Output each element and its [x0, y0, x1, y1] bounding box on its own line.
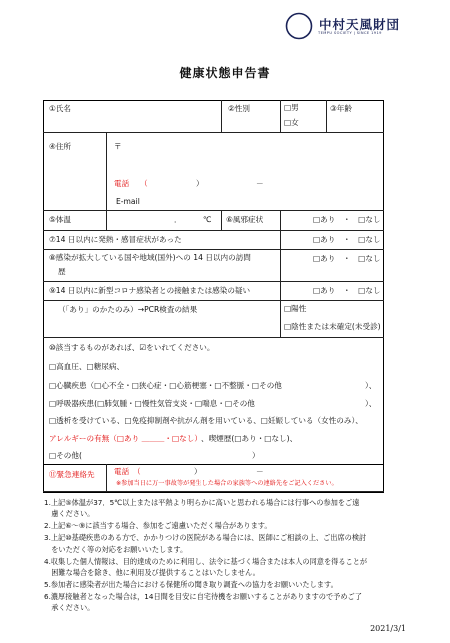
- question-10: ⑩該当するものがあれば、☑をいれてください。: [49, 343, 215, 352]
- condition-dialysis[interactable]: □透析を受けている、□免疫抑制剤や抗がん剤を用いている、□妊娠している（女性のみ）、: [49, 416, 363, 425]
- col-divider: [106, 210, 107, 230]
- emergency-paren: ）: [194, 467, 202, 476]
- cold-symptom-label: ⑥風邪症状: [226, 215, 264, 224]
- q9-yes-no[interactable]: □あり ・ □なし: [313, 286, 381, 295]
- col-divider: [106, 464, 107, 491]
- q8-yes-no[interactable]: □あり ・ □なし: [313, 254, 381, 263]
- col-divider: [106, 132, 107, 210]
- phone-paren-close: ）: [196, 179, 204, 188]
- row-divider: [43, 132, 384, 133]
- note-line: 6.濃厚接触者となった場合は，14日間を目安に自宅待機をお願いすることがありますので予めご了: [44, 592, 362, 601]
- col-divider: [221, 210, 222, 230]
- note-line: 4.収集した個人情報は、目的達成のために利用し、法令に基づく場合または本人の同意を得ることが: [44, 557, 368, 566]
- gender-female-checkbox[interactable]: □女: [284, 118, 299, 127]
- name-label: ①氏名: [49, 104, 71, 113]
- page-title: 健康状態申告書: [179, 66, 271, 80]
- gender-male-checkbox[interactable]: □男: [284, 103, 299, 112]
- condition-other[interactable]: □その他(: [49, 451, 82, 460]
- note-line: 困難な場合を除き、他に利用及び提供することはいたしません。: [44, 568, 260, 577]
- row-divider: [43, 281, 384, 282]
- col-divider: [280, 210, 281, 337]
- org-name: 中村天風財団: [319, 17, 401, 32]
- note-line: 慮ください。: [44, 509, 95, 518]
- condition-heart-end: ）、: [365, 381, 377, 390]
- condition-respiratory-end: ）、: [365, 399, 377, 408]
- logo-mark: [284, 11, 314, 41]
- phone-label: 電話: [114, 179, 130, 188]
- question-7: ⑦14 日以内に発熱・感冒症状があった: [49, 235, 182, 244]
- question-9: ⑨14 日以内に新型コロナ感染者との接触または感染の疑い: [49, 286, 251, 295]
- col-divider: [280, 100, 281, 132]
- note-line: 1.上記⑤体温が37．5℃以上または平熱より明らかに高いと思われる場合には行事への参加をご遠: [44, 498, 360, 507]
- allergy-field[interactable]: アレルギーの有無（□あり ＿＿＿・□なし）: [49, 434, 202, 443]
- note-line: 承ください。: [44, 603, 95, 612]
- org-subtitle: TEMPU SOCIETY | SINCE 1919: [318, 31, 382, 35]
- row-divider: [43, 491, 384, 492]
- emergency-label: ⑪緊急連絡先: [49, 470, 95, 479]
- note-line: 2.上記⑥～⑨に該当する場合、参加をご遠慮いただく場合があります。: [44, 521, 272, 530]
- row-divider: [43, 300, 384, 301]
- temperature-unit: ℃: [203, 215, 212, 224]
- emergency-phone-label: 電話 （: [114, 467, 141, 476]
- cold-yes-no[interactable]: □あり ・ □なし: [313, 215, 381, 224]
- col-divider: [221, 100, 222, 132]
- question-8-cont: 歴: [58, 267, 66, 276]
- address-field[interactable]: [124, 138, 380, 168]
- question-8: ⑧感染が拡大している国や地域(国外)への 14 日以内の訪問: [49, 253, 251, 262]
- name-field[interactable]: [70, 102, 218, 130]
- condition-other-end: ）: [252, 451, 260, 460]
- note-line: 3.上記⑩基礎疾患のある方で、かかりつけの医院がある場合には、医師にご相談の上、ご出席の検討: [44, 533, 367, 542]
- emergency-dash: －: [256, 467, 264, 476]
- pcr-positive-checkbox[interactable]: □陽性: [284, 304, 307, 313]
- row-divider: [43, 337, 384, 338]
- pcr-label: （「あり」のかたのみ）→PCR検査の結果: [58, 305, 198, 314]
- q7-yes-no[interactable]: □あり ・ □なし: [313, 235, 381, 244]
- row-divider: [43, 230, 384, 231]
- condition-heart[interactable]: □心臓疾患（□心不全・□狭心症・□心筋梗塞・□不整脈・□その他: [49, 381, 282, 390]
- phone-dash: －: [256, 179, 264, 188]
- phone-paren-open: （: [140, 179, 148, 188]
- postal-mark: 〒: [114, 142, 122, 151]
- smoking-field[interactable]: 、喫煙歴(□あり・□なし)、: [201, 434, 298, 443]
- row-divider: [43, 249, 384, 250]
- temperature-label: ⑤体温: [49, 215, 71, 224]
- temperature-dot: ．: [174, 215, 182, 224]
- emergency-note: ※参加当日に万一事故等が発生した場合の家族等への連絡先をご記入ください。: [116, 480, 338, 487]
- condition-hypertension[interactable]: □高血圧、□糖尿病、: [49, 362, 125, 371]
- pcr-negative-checkbox[interactable]: □陰性または未確定(未受診): [284, 322, 381, 331]
- age-label: ③年齢: [330, 104, 352, 113]
- row-divider: [43, 464, 384, 465]
- note-line: 5.参加者に感染者が出た場合における保健所の聞き取り調査への協力をお願いいたします。: [44, 580, 338, 589]
- condition-respiratory[interactable]: □呼吸器疾患(□肺気腫・□慢性気管支炎・□喘息・□その他: [49, 399, 255, 408]
- emergency-phone-field[interactable]: [150, 466, 250, 478]
- address-label: ④住所: [49, 142, 71, 151]
- email-label: E-mail: [116, 197, 140, 206]
- gender-label: ②性別: [228, 104, 250, 113]
- document-date: 2021/3/1: [370, 624, 406, 633]
- note-line: をいただく等の対応をお願いいたします。: [44, 545, 188, 554]
- row-divider: [43, 210, 384, 211]
- col-divider: [326, 100, 327, 132]
